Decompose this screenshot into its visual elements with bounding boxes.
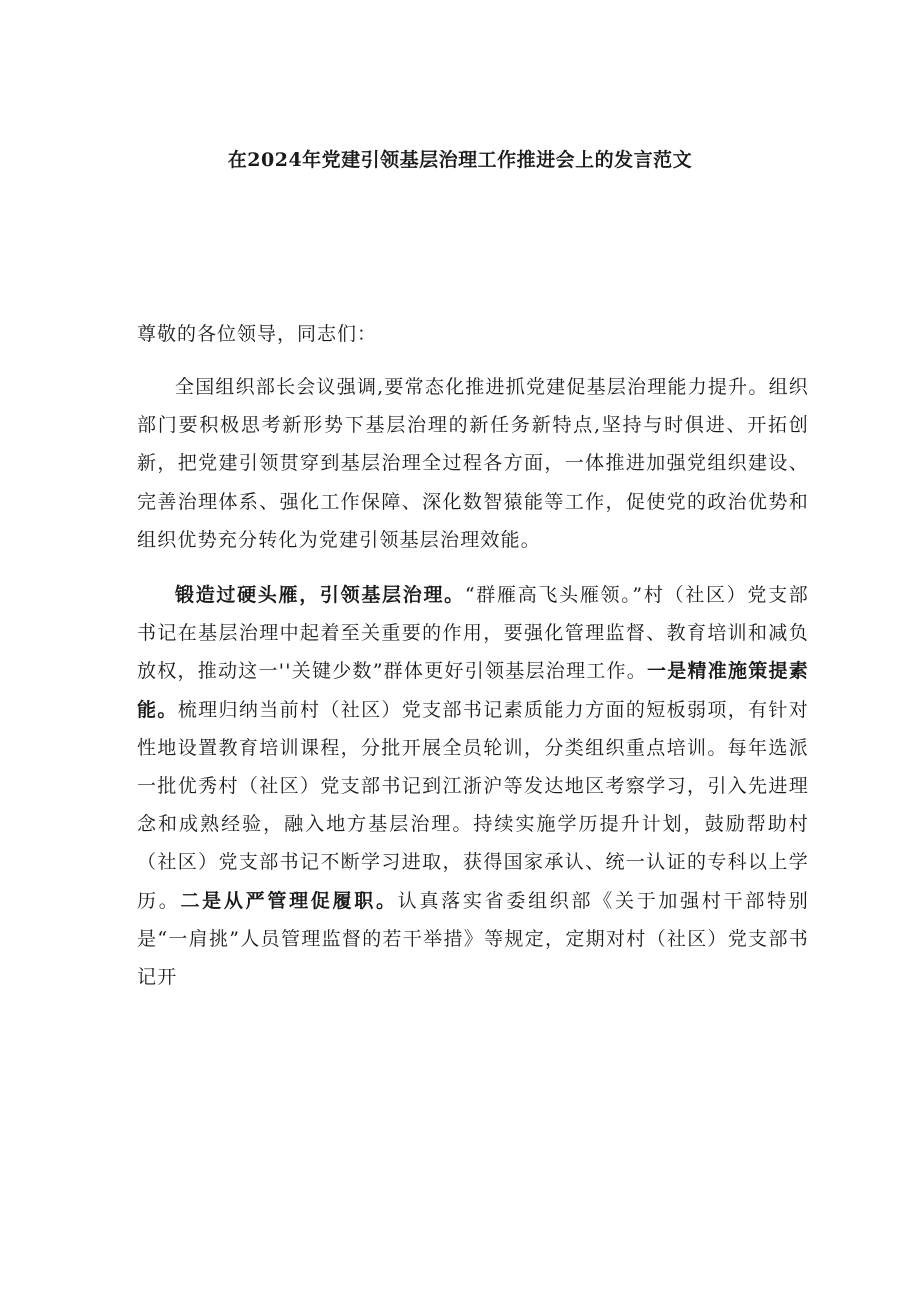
salutation: 尊敬的各位领导，同志们： <box>137 323 378 345</box>
point-two-text: 认真落实省委组织部《关于加强村干部特别是“一肩挑”人员管理监督的若干举措》等规定，定期对村（社区）党支部书记开 <box>137 889 809 989</box>
paragraph-intro: 全国组织部长会议强调,要常态化推进抓党建促基层治理能力提升。组织部门要积极思考新形势下基层治理的新任务新特点,坚持与时俱进、开拓创新，把党建引领贯穿到基层治理全过程各方面，一体推进加强党组织建设、完善治理体系、强化工作保障、深化数智猿能等工作，促使党的政治优势和组织优势充分转化为党建引领基层治理效能。 <box>137 376 809 551</box>
document-body <box>137 368 809 1013</box>
document-title: 在2024年党建引领基层治理工作推进会上的发言范文 <box>227 149 693 171</box>
point-two-heading: 二是从严管理促履职。 <box>180 889 398 912</box>
point-one-heading: 一是精准施策提素能。 <box>137 660 810 721</box>
section-heading: 锻造过硬头雁，引领基层治理。 <box>175 584 465 607</box>
section-text: “群雁高飞头雁领。”村（社区）党支部书记在基层治理中起着至关重要的作用，要强化管理监督、教育培训和减负放权，推动这一''关键少数”群体更好引领基层治理工作。 <box>137 584 809 683</box>
paragraph-section-one <box>137 576 809 996</box>
point-one-text: 梳理归纳当前村（社区）党支部书记素质能力方面的短板弱项，有针对性地设置教育培训课程，分批开展全员轮训，分类组织重点培训。每年选派一批优秀村（社区）党支部书记到江浙沪等发达地区考察学习，引入先进理念和成熟经验，融入地方基层治理。持续实施学历提升计划，鼓励帮助村（社区）党支部书记不断学习进取，获得国家承认、统一认证的专科以上学历。 <box>137 698 810 912</box>
